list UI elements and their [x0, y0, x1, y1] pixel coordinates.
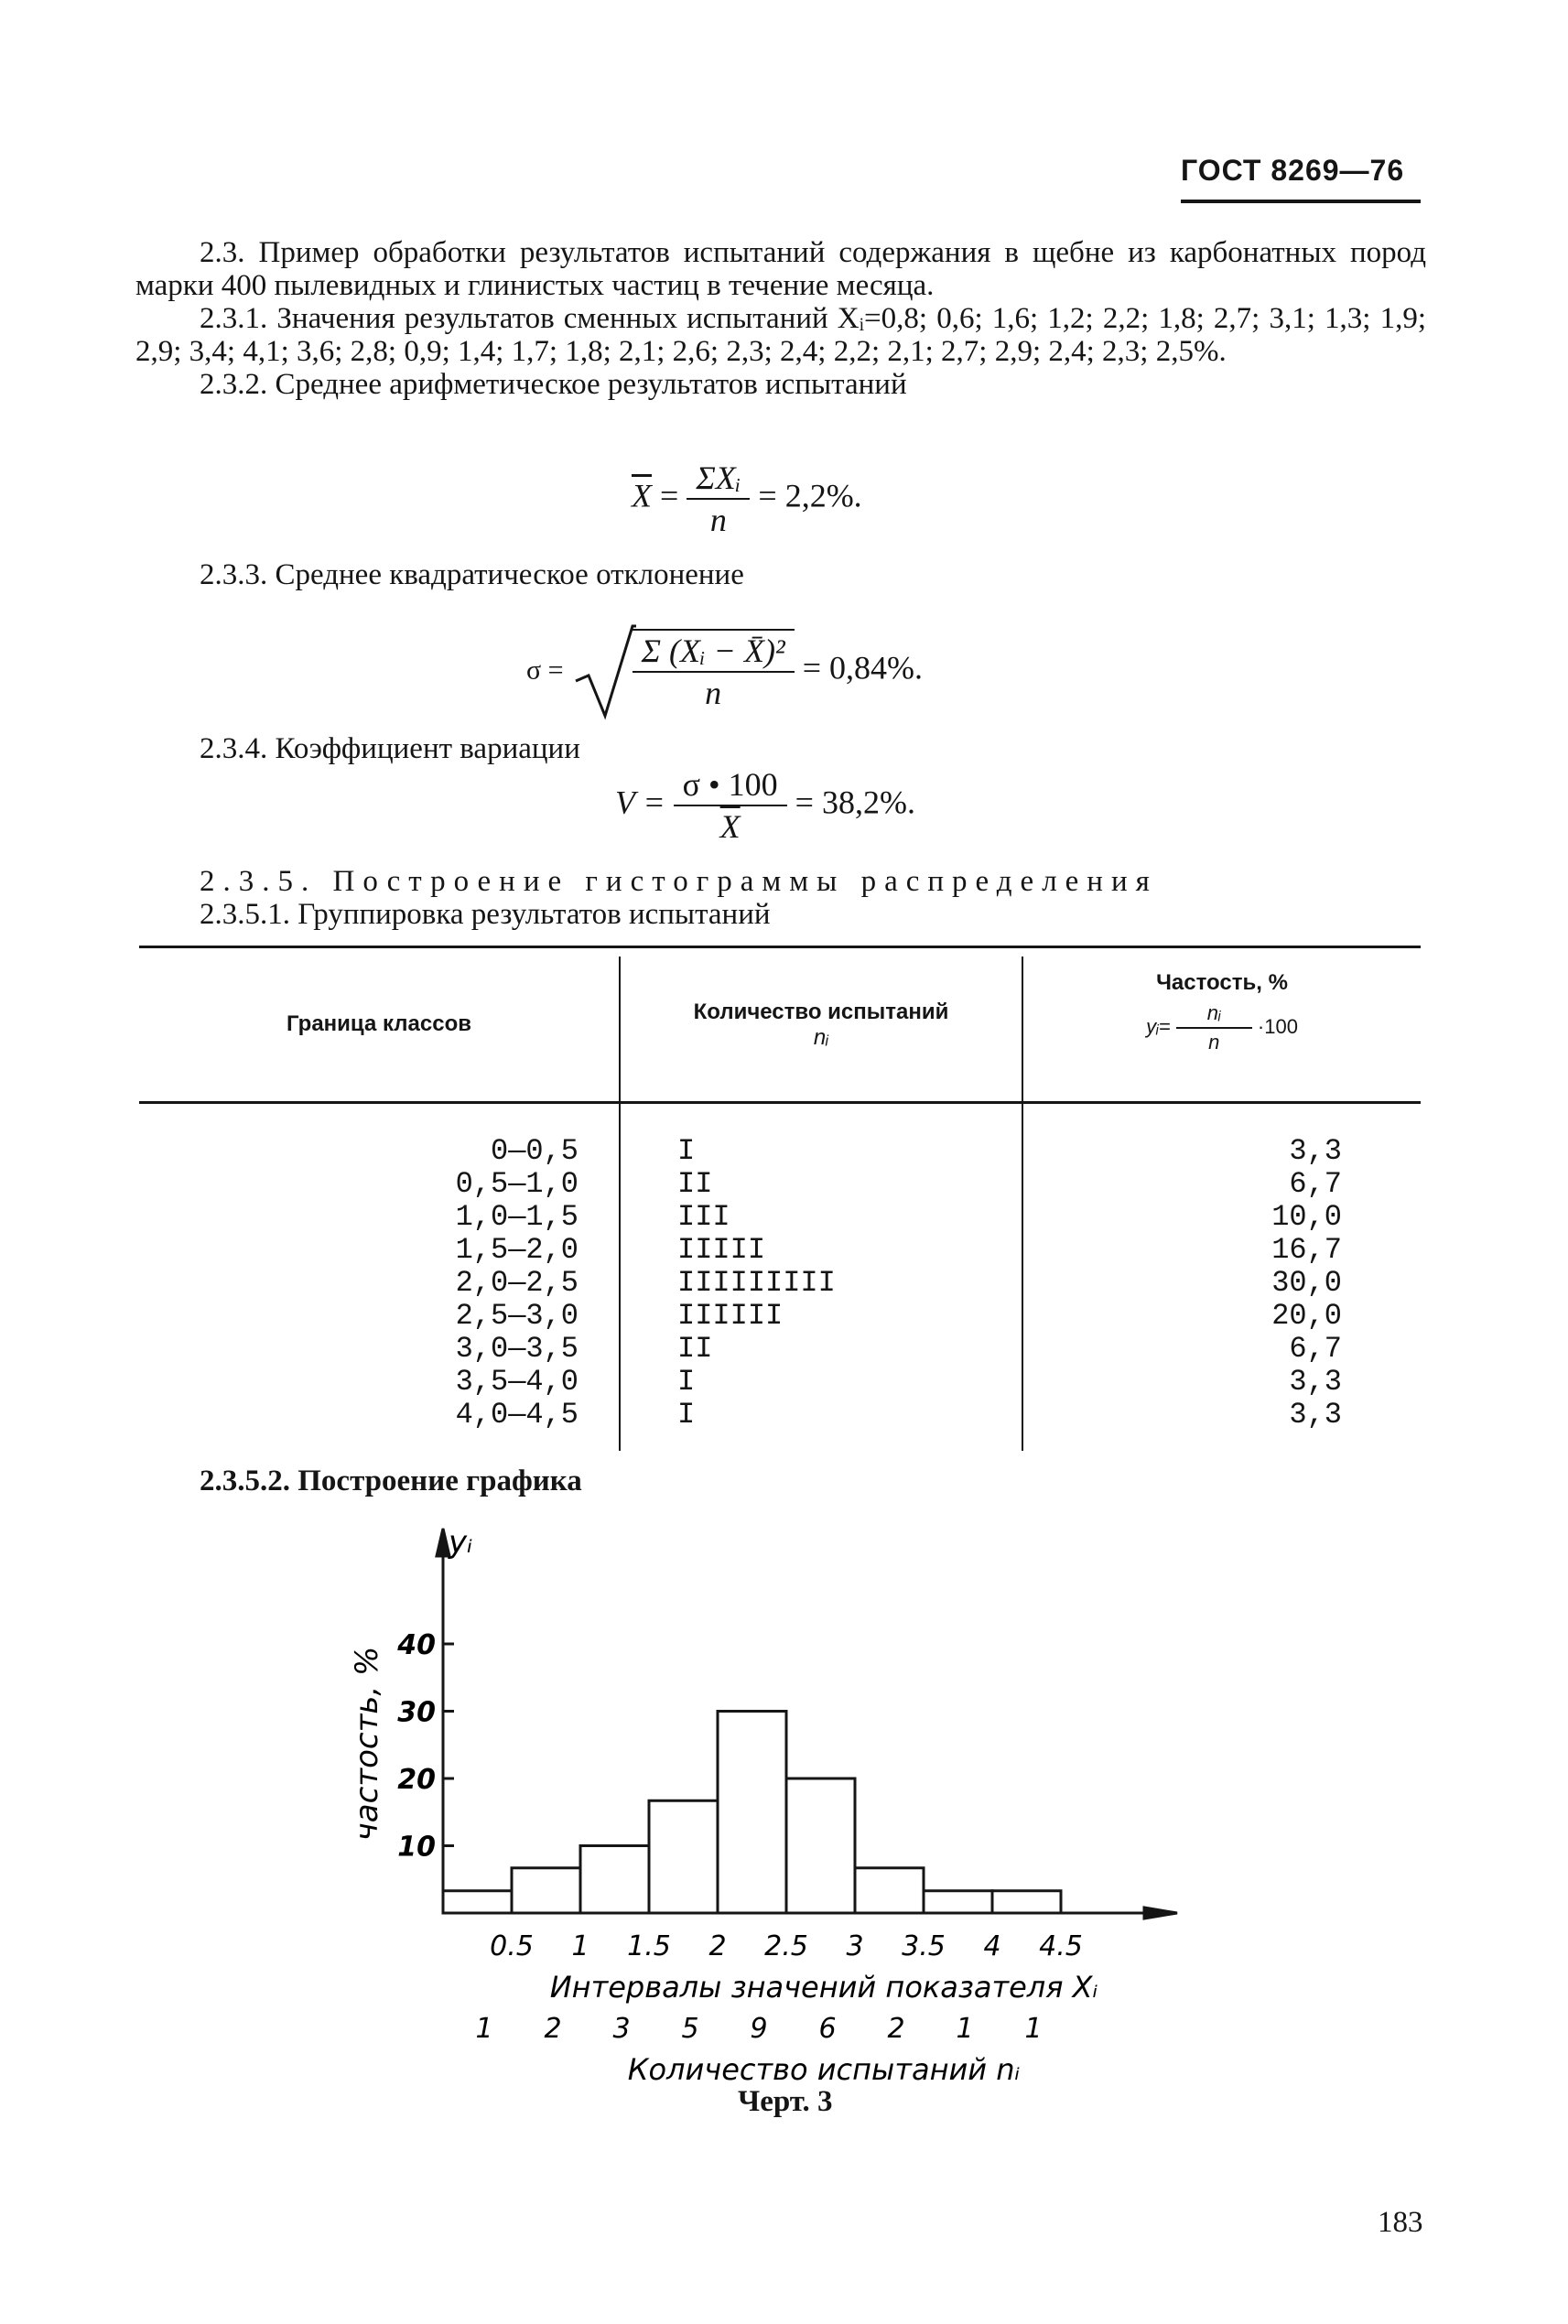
- histogram-bar: [443, 1891, 512, 1913]
- x-tick-label: 2.5: [764, 1930, 808, 1962]
- standard-header: ГОСТ 8269—76: [1181, 154, 1405, 187]
- cell-frequency: 6,7: [1289, 1167, 1342, 1201]
- table-row: [139, 1201, 1421, 1234]
- x-axis-label: Интервалы значений показателя Xᵢ: [549, 1970, 1098, 2005]
- count-label: 6: [818, 2013, 837, 2045]
- section-2-3-2: 2.3.2. Среднее арифметическое результатов испытаний: [200, 368, 907, 401]
- table-row: [139, 1366, 1421, 1399]
- cell-range: 3,0—3,5: [455, 1332, 579, 1366]
- cell-tally: II: [677, 1167, 713, 1201]
- col-header-frequency-formula: [1023, 1000, 1421, 1056]
- page-number: 183: [1378, 2206, 1423, 2239]
- histogram-bar: [924, 1891, 992, 1913]
- sigma-fraction: [633, 631, 795, 713]
- formula-sigma: [526, 621, 923, 721]
- y-tick-label: 30: [397, 1696, 436, 1729]
- cell-range: 3,5—4,0: [455, 1365, 579, 1399]
- section-2-3-3: 2.3.3. Среднее квадратическое отклонение: [200, 558, 744, 591]
- cell-range: 4,0—4,5: [455, 1398, 579, 1432]
- section-2-3: 2.3. Пример обработки результатов испытаний содержания в щебне из карбонатных пород марки 400 пылевидных и глинистых частиц в течение месяца.: [135, 236, 1426, 302]
- count-label: 1: [1024, 2013, 1043, 2045]
- freq-formula-fraction: [1176, 1000, 1252, 1056]
- col-header-frequency: [1023, 970, 1421, 1056]
- cell-frequency: 6,7: [1289, 1332, 1342, 1366]
- sigma-result: = 0,84%.: [802, 649, 924, 686]
- count-label: 2: [544, 2013, 562, 2045]
- table-row: [139, 1333, 1421, 1366]
- table-body: [139, 1135, 1421, 1432]
- cell-tally: IIIIII: [677, 1299, 784, 1333]
- table-row: [139, 1234, 1421, 1267]
- mean-numerator: ΣXᵢ: [687, 458, 750, 500]
- section-2-3-5-2-wrap: [135, 1465, 1426, 1497]
- cell-frequency: 3,3: [1289, 1134, 1342, 1168]
- section-2-3-3-wrap: [135, 558, 1426, 591]
- count-label: 2: [887, 2013, 905, 2045]
- cell-tally: I: [677, 1398, 696, 1432]
- x-axis-label-counts: Количество испытаний nᵢ: [627, 2052, 1021, 2087]
- table-row: [139, 1399, 1421, 1432]
- count-label: 9: [750, 2013, 768, 2045]
- text-block-intro: [135, 236, 1426, 401]
- cell-range: 2,0—2,5: [455, 1266, 579, 1300]
- histogram-bar: [580, 1846, 649, 1914]
- formula-cv: [615, 764, 915, 847]
- section-2-3-5: 2.3.5. Построение гистограммы распределения: [200, 865, 1158, 898]
- y-axis-arrow-icon: [437, 1529, 449, 1556]
- cell-range: 0,5—1,0: [455, 1167, 579, 1201]
- mean-fraction: [687, 458, 750, 540]
- header-rule: [1181, 200, 1421, 203]
- table-row: [139, 1267, 1421, 1300]
- x-tick-label: 4: [983, 1930, 1001, 1962]
- x-tick-label: 3.5: [902, 1930, 946, 1962]
- histogram-bar: [992, 1891, 1061, 1913]
- cell-tally: I: [677, 1134, 696, 1168]
- col-header-class-bounds: Граница классов: [286, 1011, 472, 1036]
- table-top-rule: [139, 946, 1421, 948]
- table-row: [139, 1300, 1421, 1333]
- cell-tally: II: [677, 1332, 713, 1366]
- cell-tally: IIIII: [677, 1233, 766, 1267]
- freq-formula-num: nᵢ: [1176, 1000, 1252, 1029]
- sigma-lhs: σ =: [526, 654, 564, 686]
- y-tick-label: 10: [397, 1831, 436, 1864]
- count-label: 1: [475, 2013, 493, 2045]
- section-2-3-1: 2.3.1. Значения результатов сменных испытаний Xᵢ=0,8; 0,6; 1,6; 1,2; 2,2; 1,8; 2,7; 3,1; 1,3; 1,9; 2,9; 3,4; 4,1; 3,6; 2,8; 0,9; 1,4; 1,7; 1,8; 2,1; 2,6; 2,3; 2,4; 2,2; 2,1; 2,7; 2,9; 2,4; 2,3; 2,5%.: [135, 302, 1426, 368]
- cv-result: = 38,2%.: [795, 784, 915, 821]
- x-tick-label: 1: [571, 1930, 589, 1962]
- figure-caption: Черт. 3: [738, 2085, 833, 2118]
- freq-formula-lhs: yᵢ=: [1146, 1014, 1171, 1038]
- cv-numerator: σ • 100: [674, 764, 787, 806]
- formula-mean: $\overline{X}$ = $\frac{\text{ΣXᵢ}}{n}$ = 2,2%.: [632, 459, 862, 538]
- count-label: 1: [956, 2013, 974, 2045]
- section-2-3-5-1: 2.3.5.1. Группировка результатов испытаний: [200, 898, 771, 931]
- histogram-bar: [786, 1778, 855, 1913]
- table-row: [139, 1135, 1421, 1168]
- count-label: 3: [612, 2013, 631, 2045]
- histogram-bar: [649, 1800, 718, 1913]
- mean-denominator: n: [709, 502, 727, 538]
- x-tick-label: 1.5: [627, 1930, 671, 1962]
- histogram-bar: [855, 1868, 924, 1913]
- histogram-chart: [348, 1519, 1208, 1922]
- cell-frequency: 20,0: [1271, 1299, 1342, 1333]
- cell-tally: I: [677, 1365, 696, 1399]
- cell-frequency: 3,3: [1289, 1398, 1342, 1432]
- cell-range: 2,5—3,0: [455, 1299, 579, 1333]
- cell-range: 0—0,5: [490, 1134, 579, 1168]
- cv-denominator: X: [719, 808, 741, 845]
- cv-lhs: V =: [615, 784, 665, 821]
- col-header-test-count-symbol: nᵢ: [813, 1025, 829, 1050]
- y-axis-symbol: yᵢ: [449, 1524, 473, 1561]
- cell-frequency: 16,7: [1271, 1233, 1342, 1267]
- sqrt-sign-icon: [572, 621, 636, 721]
- col-header-test-count-title: Количество испытаний: [693, 1000, 949, 1024]
- cell-frequency: 30,0: [1271, 1266, 1342, 1300]
- cell-tally: III: [677, 1200, 730, 1234]
- col-header-test-count: [621, 1000, 1022, 1051]
- table-row: [139, 1168, 1421, 1201]
- section-2-3-5-2: 2.3.5.2. Построение графика: [200, 1465, 582, 1497]
- cell-frequency: 10,0: [1271, 1200, 1342, 1234]
- mean-result: = 2,2%.: [758, 477, 862, 514]
- x-tick-label: 0.5: [490, 1930, 534, 1962]
- x-axis-arrow-icon: [1144, 1908, 1177, 1919]
- cell-frequency: 3,3: [1289, 1365, 1342, 1399]
- x-tick-label: 4.5: [1039, 1930, 1083, 1962]
- histogram-bar: [512, 1868, 580, 1913]
- cell-range: 1,5—2,0: [455, 1233, 579, 1267]
- section-2-3-4: 2.3.4. Коэффициент вариации: [200, 732, 580, 765]
- table-header-rule: [139, 1101, 1421, 1104]
- histogram-bar: [718, 1712, 786, 1914]
- y-axis-label: частость, %: [349, 1646, 385, 1842]
- text-block-histogram: [135, 865, 1426, 931]
- cv-fraction: [674, 764, 787, 847]
- sigma-numerator: Σ (Xᵢ − X̄)²: [633, 631, 795, 673]
- count-label: 5: [681, 2013, 699, 2045]
- section-2-3-4-wrap: [135, 732, 1426, 765]
- y-tick-label: 20: [397, 1764, 436, 1796]
- col-header-frequency-title: Частость, %: [1156, 970, 1288, 995]
- freq-formula-den: n: [1208, 1031, 1220, 1054]
- cell-range: 1,0—1,5: [455, 1200, 579, 1234]
- sigma-denominator: n: [705, 675, 722, 711]
- x-tick-label: 3: [846, 1930, 864, 1962]
- cell-tally: IIIIIIIII: [677, 1266, 836, 1300]
- freq-formula-factor: ·100: [1257, 1014, 1298, 1038]
- y-tick-label: 40: [397, 1629, 436, 1661]
- mean-symbol: $\overline{X}$: [632, 477, 652, 514]
- x-tick-label: 2: [708, 1930, 727, 1962]
